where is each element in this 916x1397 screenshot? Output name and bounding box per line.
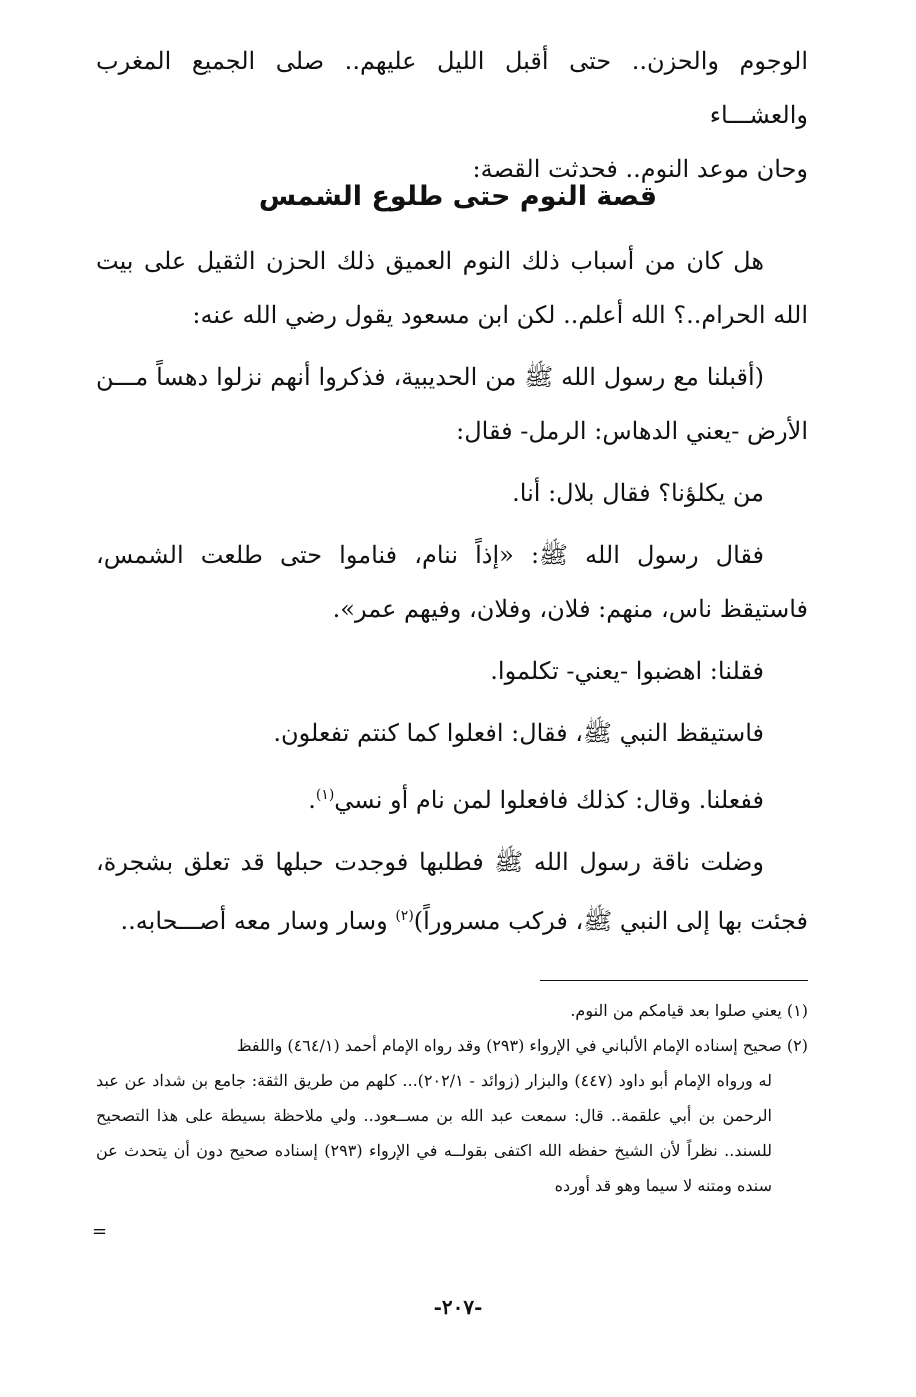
intro-line-2: وحان موعد النوم.. فحدثت القصة: [472, 155, 808, 183]
paragraph [96, 768, 808, 827]
paragraph: من يكلؤنا؟ فقال بلال: أنا. [512, 479, 764, 507]
page-number: -٢٠٧- [433, 1295, 483, 1319]
paragraph-end: . [308, 786, 316, 814]
paragraph: هل كان من أسباب ذلك النوم العميق ذلك الحزن الثقيل على بيت الله الحرام..؟ الله أعلم.. لكن ابن مسعود يقول رضي الله عنه: [96, 247, 808, 329]
paragraph-text: وسار وسار معه أصـــحابه.. [120, 907, 396, 935]
paragraph: (أقبلنا مع رسول الله ﷺ من الحديبية، فذكروا أنهم نزلوا دهساً مـــن الأرض -يعني الدهاس: الرمل- فقال: [96, 363, 808, 445]
footnote-2-continued: له ورواه الإمام أبو داود (٤٤٧) والبزار (زوائد - ٢٠٢/١)... كلهم من طريق الثقة: جامع بن شداد عن عبد الرحمن بن أبي علقمة.. قال: سمعت عبد الله بن مســعود.. ولي ملاحظة بسيطة على هذا التصحيح للسند.. نظراً لأن الشيخ حفظه الله اكتفى بقولــه في الإرواء (٢٩٣) إسناده صحيح دون أن يتحدث عن سنده ومتنه لا سيما وهو قد أورده [96, 1071, 772, 1195]
intro-line-1: الوجوم والحزن.. حتى أقبل الليل عليهم.. صلى الجميع المغرب والعشـــاء [96, 47, 808, 129]
footnote-separator [540, 980, 808, 981]
footnotes [96, 993, 808, 1203]
paragraph: فقلنا: اهضبوا -يعني- تكلموا. [490, 657, 764, 685]
section-heading: قصة النوم حتى طلوع الشمس [258, 181, 658, 212]
paragraph: فقال رسول الله ﷺ: «إذاً ننام، فناموا حتى طلعت الشمس، فاستيقظ ناس، منهم: فلان، وفلان، وفيهم عمر». [96, 541, 808, 623]
paragraph-text: ففعلنا. وقال: كذلك فافعلوا لمن نام أو نسي [334, 786, 764, 814]
footnote-ref: (١) [315, 787, 335, 803]
footnote-2: (٢) صحيح إسناده الإمام الألباني في الإرواء (٢٩٣) وقد رواه الإمام أحمد (٤٦٤/١) واللفظ [236, 1036, 808, 1055]
main-text [96, 234, 808, 948]
paragraph: فاستيقظ النبي ﷺ، فقال: افعلوا كما كنتم تفعلون. [273, 719, 764, 747]
continuation-mark: = [92, 1221, 108, 1242]
paragraph [96, 835, 808, 948]
paragraph-text: وضلت ناقة رسول الله ﷺ فطلبها فوجدت حبلها قد تعلق بشجرة، فجئت بها إلى النبي ﷺ، فركب مسروراً) [96, 848, 808, 935]
footnote-1: (١) يعني صلوا بعد قيامكم من النوم. [570, 1001, 808, 1020]
footnote-ref: (٢) [395, 908, 414, 924]
